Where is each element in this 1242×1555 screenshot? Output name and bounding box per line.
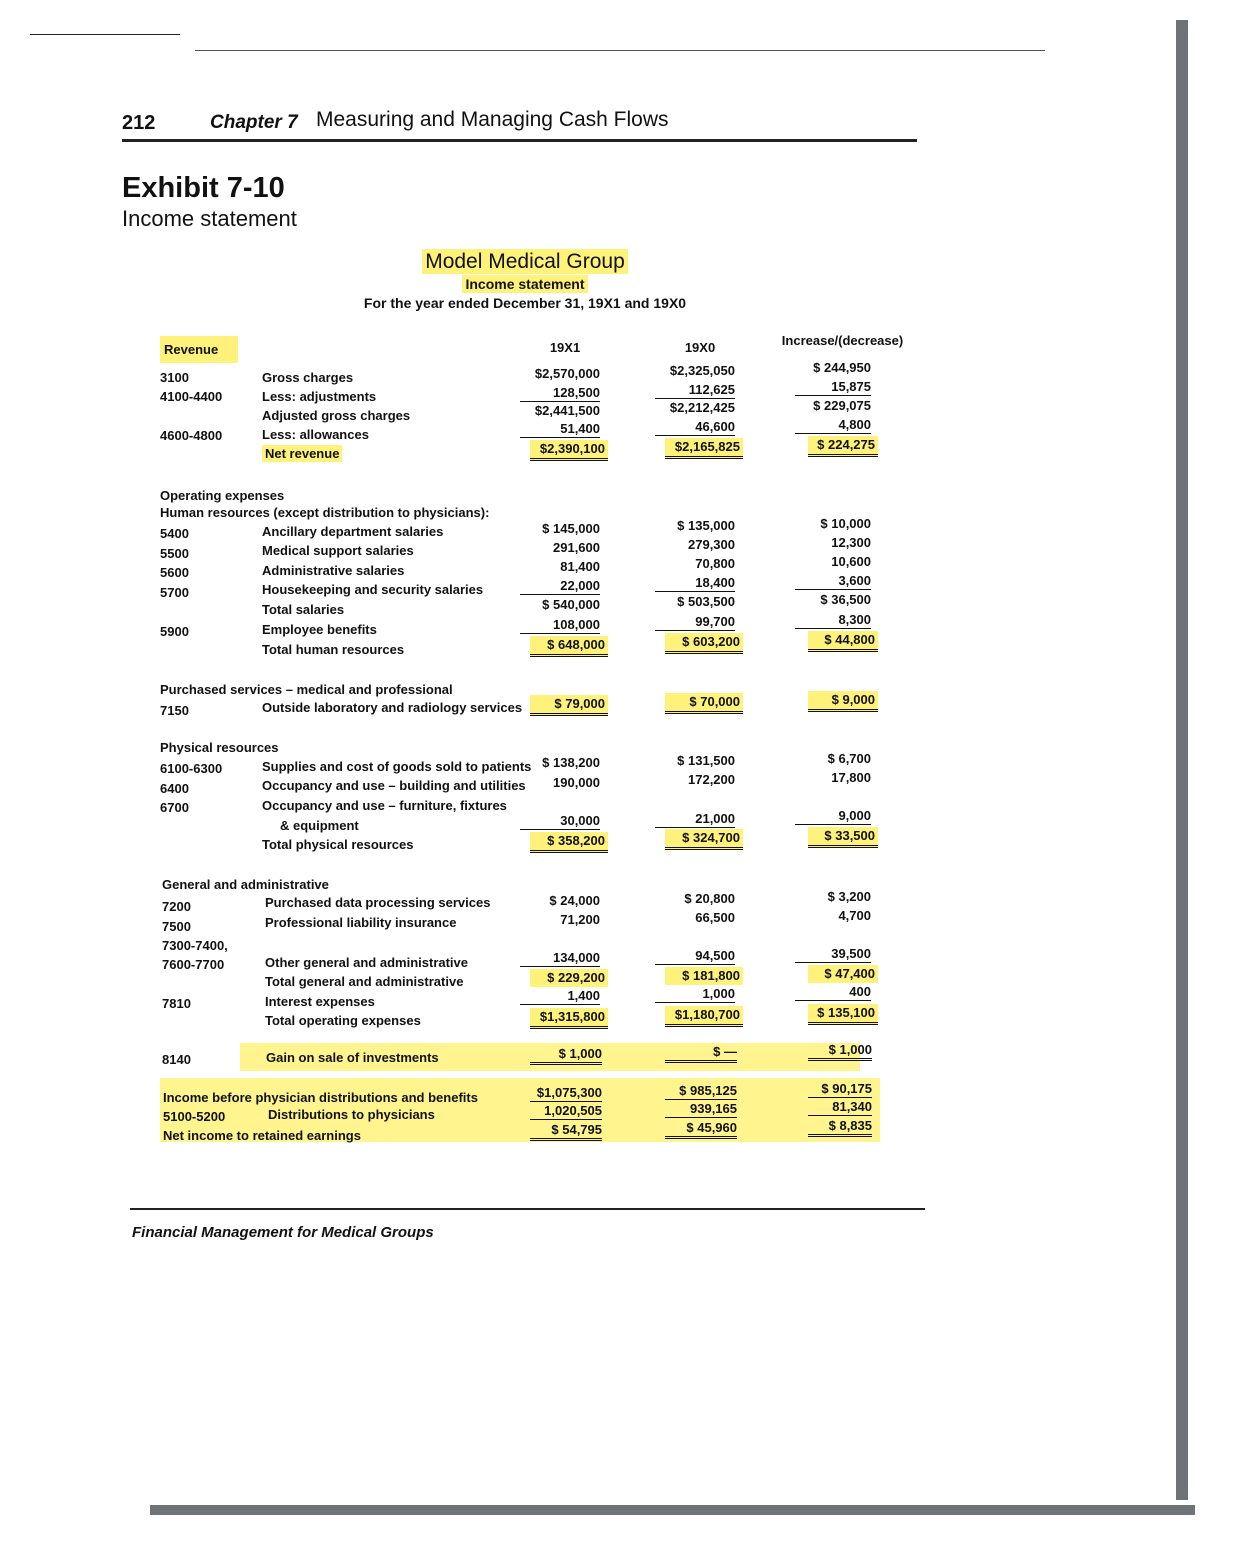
row-value-19x1: 71,200 (560, 912, 600, 927)
row-code: 7810 (162, 996, 191, 1011)
row-label: Total general and administrative (265, 974, 464, 989)
top-rule-right (195, 50, 1045, 51)
row-value-19x0: 94,500 (655, 948, 735, 965)
row-value-change: $ 6,700 (827, 751, 871, 766)
row-label: Adjusted gross charges (262, 408, 411, 423)
total-ga-change: $ 47,400 (808, 965, 878, 983)
exhibit-title: Income statement (122, 206, 297, 231)
total-hr-19x1: $ 648,000 (530, 636, 608, 657)
income-before-19x1: $1,075,300 (530, 1085, 602, 1102)
row-value-19x1: $ 145,000 (542, 521, 600, 536)
net-revenue-label: Net revenue (262, 445, 342, 462)
distributions-19x0: 939,165 (665, 1101, 737, 1118)
gain-19x0: $ — (665, 1044, 737, 1063)
row-value-19x1: 81,400 (560, 559, 600, 574)
row-value-19x0: $ 20,800 (684, 891, 735, 906)
chapter-title: Measuring and Managing Cash Flows (316, 108, 669, 131)
row-value-19x1: $ 540,000 (542, 597, 600, 612)
row-label: Occupancy and use – furniture, fixtures (262, 798, 507, 813)
row-code: 7300-7400, (162, 938, 228, 953)
ga-heading: General and administrative (162, 877, 329, 892)
row-value-change: 9,000 (795, 808, 871, 825)
row-label: Total human resources (262, 642, 405, 657)
net-income-label: Net income to retained earnings (163, 1128, 361, 1143)
row-value-change: 12,300 (831, 535, 871, 550)
row-value-19x0: 66,500 (695, 910, 735, 925)
row-label: Purchased data processing services (265, 895, 491, 910)
header-rule (122, 139, 917, 142)
row-value-19x0: $ 135,000 (677, 518, 735, 533)
row-value-19x1: 128,500 (520, 385, 600, 402)
row-label: Outside laboratory and radiology services (262, 700, 523, 715)
row-value-19x0: $2,325,050 (669, 363, 735, 378)
row-code: 7150 (160, 703, 189, 718)
row-code: 8140 (162, 1052, 191, 1067)
purchased-heading: Purchased services – medical and professional (160, 682, 453, 697)
row-value-19x1: 108,000 (520, 617, 600, 634)
purchased-19x1: $ 79,000 (530, 695, 608, 716)
row-label: Less: adjustments (262, 389, 377, 404)
net-revenue-change: $ 224,275 (808, 436, 878, 457)
row-code: 5500 (160, 546, 189, 561)
row-value-19x0: 99,700 (655, 614, 735, 631)
row-code: 5900 (160, 624, 189, 639)
total-ga-19x1: $ 229,200 (530, 969, 608, 987)
gain-change: $ 1,000 (808, 1042, 872, 1061)
net-revenue-19x1: $2,390,100 (530, 440, 608, 461)
purchased-19x0: $ 70,000 (665, 693, 743, 714)
net-income-19x1: $ 54,795 (530, 1122, 602, 1141)
row-value-19x0: 112,625 (655, 382, 735, 399)
row-code: 5700 (160, 585, 189, 600)
row-label: Gross charges (262, 370, 354, 385)
row-value-change: $ 36,500 (820, 592, 871, 607)
page-edge-shadow (1176, 20, 1188, 1500)
row-label: Total physical resources (262, 837, 414, 852)
row-value-change: 4,800 (795, 417, 871, 434)
row-code: 7500 (162, 919, 191, 934)
row-code: 4100-4400 (160, 389, 223, 404)
row-code: 6100-6300 (160, 761, 223, 776)
column-header-change: Increase/(decrease) (781, 333, 904, 348)
row-value-change: 400 (795, 984, 871, 1001)
row-value-change: $ 3,200 (827, 889, 871, 904)
row-value-19x1: $ 24,000 (549, 893, 600, 908)
row-value-change: 39,500 (795, 946, 871, 963)
row-label: Housekeeping and security salaries (262, 582, 484, 597)
total-operating-19x0: $1,180,700 (665, 1006, 743, 1027)
row-value-change: $ 229,075 (813, 398, 871, 413)
total-operating-change: $ 135,100 (808, 1004, 878, 1025)
row-label: Employee benefits (262, 622, 377, 637)
statement-name: Income statement (462, 275, 587, 293)
row-code: 6400 (160, 781, 189, 796)
total-hr-19x0: $ 603,200 (665, 633, 743, 654)
row-value-19x0: 70,800 (695, 556, 735, 571)
row-value-change: $ 244,950 (813, 360, 871, 375)
row-label: Occupancy and use – building and utilities (262, 778, 526, 793)
column-header-19x0: 19X0 (684, 340, 716, 355)
net-income-19x0: $ 45,960 (665, 1120, 737, 1139)
physical-heading: Physical resources (160, 740, 279, 755)
income-before-19x0: $ 985,125 (665, 1083, 737, 1100)
row-value-19x1: $2,441,500 (534, 403, 600, 418)
total-physical-19x1: $ 358,200 (530, 832, 608, 853)
distributions-label: Distributions to physicians (268, 1107, 435, 1122)
statement-title-block (360, 250, 690, 311)
row-value-19x1: 190,000 (553, 775, 600, 790)
total-hr-change: $ 44,800 (808, 631, 878, 652)
row-code: 5600 (160, 565, 189, 580)
statement-period: For the year ended December 31, 19X1 and 19X0 (363, 295, 687, 311)
total-ga-19x0: $ 181,800 (665, 967, 743, 985)
row-code: 6700 (160, 800, 189, 815)
gain-19x1: $ 1,000 (530, 1046, 602, 1065)
row-value-19x0: 1,000 (655, 986, 735, 1003)
row-label: Total operating expenses (265, 1013, 421, 1028)
row-code: 7200 (162, 899, 191, 914)
income-before-label: Income before physician distributions and benefits (163, 1090, 478, 1105)
row-value-19x1: 134,000 (520, 950, 600, 967)
row-code: 3100 (160, 370, 189, 385)
row-code: 5100-5200 (163, 1109, 226, 1124)
row-label: Ancillary department salaries (262, 524, 444, 539)
footer-rule (130, 1208, 925, 1210)
row-value-change: 3,600 (795, 573, 871, 590)
top-rule-left (30, 34, 180, 35)
total-physical-change: $ 33,500 (808, 827, 878, 848)
row-label: Total salaries (262, 602, 345, 617)
hr-heading: Human resources (except distribution to physicians): (160, 505, 490, 520)
company-name: Model Medical Group (422, 249, 628, 274)
row-value-change: 15,875 (795, 379, 871, 396)
column-header-19x1: 19X1 (549, 340, 581, 355)
row-value-19x0: 279,300 (688, 537, 735, 552)
total-operating-19x1: $1,315,800 (530, 1008, 608, 1029)
row-value-19x0: 172,200 (688, 772, 735, 787)
revenue-heading: Revenue (160, 336, 238, 363)
purchased-change: $ 9,000 (808, 691, 878, 712)
row-label: Medical support salaries (262, 543, 414, 558)
row-code: 4600-4800 (160, 428, 223, 443)
row-value-change: $ 10,000 (820, 516, 871, 531)
row-label: Professional liability insurance (265, 915, 457, 930)
row-value-19x1: 1,400 (520, 988, 600, 1005)
row-label: Interest expenses (265, 994, 375, 1009)
row-value-19x0: 18,400 (655, 575, 735, 592)
net-revenue-19x0: $2,165,825 (665, 438, 743, 459)
row-value-19x1: 30,000 (520, 813, 600, 830)
row-value-19x1: $ 138,200 (542, 755, 600, 770)
row-value-19x0: 46,600 (655, 419, 735, 436)
row-value-19x1: 51,400 (520, 421, 600, 438)
row-code: 5400 (160, 526, 189, 541)
exhibit-number: Exhibit 7-10 (122, 172, 285, 204)
row-value-19x0: 21,000 (655, 811, 735, 828)
row-value-change: 10,600 (831, 554, 871, 569)
row-label: Supplies and cost of goods sold to patients (262, 759, 532, 774)
page-number: 212 (122, 112, 156, 134)
row-value-19x0: $ 131,500 (677, 753, 735, 768)
row-label: & equipment (280, 818, 359, 833)
row-label: Gain on sale of investments (266, 1050, 439, 1065)
distributions-change: 81,340 (808, 1099, 872, 1116)
row-value-19x0: $ 503,500 (677, 594, 735, 609)
row-label: Less: allowances (262, 427, 369, 442)
row-value-19x1: 22,000 (520, 578, 600, 595)
row-value-change: 8,300 (795, 612, 871, 629)
row-value-19x1: 291,600 (553, 540, 600, 555)
operating-heading: Operating expenses (160, 488, 285, 503)
row-value-change: 4,700 (838, 908, 871, 923)
row-value-19x1: $2,570,000 (534, 366, 600, 381)
chapter-label: Chapter 7 (210, 112, 298, 133)
footer-text: Financial Management for Medical Groups (132, 1224, 434, 1241)
net-income-change: $ 8,835 (808, 1118, 872, 1137)
bottom-edge-shadow (150, 1505, 1195, 1515)
row-code: 7600-7700 (162, 957, 225, 972)
row-label: Administrative salaries (262, 563, 405, 578)
distributions-19x1: 1,020,505 (530, 1103, 602, 1120)
row-value-19x0: $2,212,425 (669, 400, 735, 415)
row-label: Other general and administrative (265, 955, 469, 970)
row-value-change: 17,800 (831, 770, 871, 785)
income-before-change: $ 90,175 (808, 1081, 872, 1098)
total-physical-19x0: $ 324,700 (665, 829, 743, 850)
